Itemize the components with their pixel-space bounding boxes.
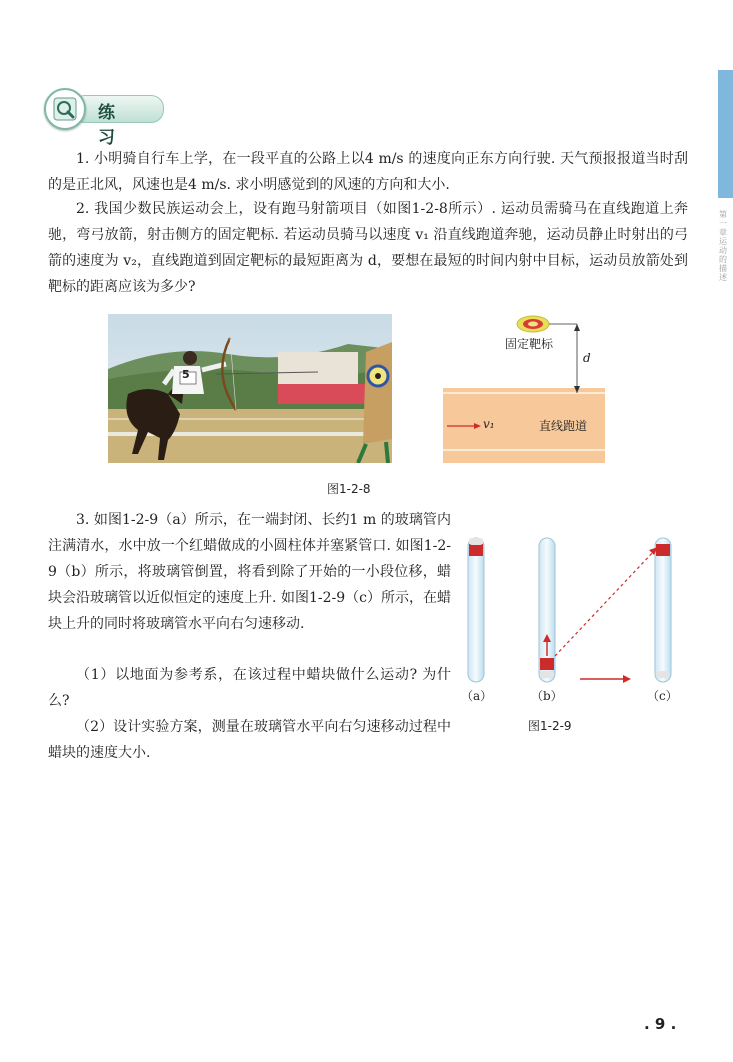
problem-3-question-2: （2）设计实验方案，测量在玻璃管水平向右匀速移动过程中蜡块的速度大小.	[48, 719, 451, 761]
archery-photo	[108, 314, 392, 463]
chapter-side-text: 第一章 运动的描述	[719, 210, 727, 282]
chapter-side-tab	[718, 70, 733, 198]
section-title: 练 习	[98, 103, 125, 148]
distance-label: d	[583, 351, 591, 365]
section-header	[44, 88, 164, 148]
figure-9-caption: 图1-2-9	[528, 719, 572, 733]
figure-8-caption: 图1-2-8	[327, 482, 371, 496]
problem-1: 1. 小明骑自行车上学，在一段平直的公路上以4 m/s 的速度向正东方向行驶. 天气预报报道当时刮的是正北风，风速也是4 m/s. 求小明感觉到的风速的方向和大小.	[48, 151, 688, 193]
track-label: 直线跑道	[539, 419, 588, 433]
speed-label: v₁	[483, 417, 495, 431]
tube-a-label: （a）	[461, 689, 493, 703]
problem-2: 2. 我国少数民族运动会上，设有跑马射箭项目（如图1-2-8所示）. 运动员需骑马在直线跑道上奔驰，弯弓放箭，射击侧方的固定靶标. 若运动员骑马以速度 v₁ 沿直线跑道奔驰，运动员静止时射出的弓箭的速度为 v₂，直线跑道到固定靶标的最短距离为 d，要想在最短的时间内射中目标，运动员放箭处到靶标的距离应该为多少?	[48, 201, 688, 295]
rider-number: 5	[182, 368, 190, 381]
page-number: . 9 .	[644, 1015, 677, 1033]
tube-c-label: （c）	[647, 689, 678, 703]
target-label: 固定靶标	[505, 337, 554, 351]
problem-3: 3. 如图1-2-9（a）所示，在一端封闭、长约1 m 的玻璃管内注满清水，水中放一个红蜡做成的小圆柱体并塞紧管口. 如图1-2-9（b）所示，将玻璃管倒置，将看到除了开始的一小段位移，蜡块会沿玻璃管以近似恒定的速度上升. 如图1-2-9（c）所示，在蜡块上升的同时将玻璃管水平向右匀速移动.	[48, 512, 451, 632]
track-diagram	[443, 313, 605, 463]
glass-tube-figure	[455, 534, 695, 714]
tube-b-label: （b）	[531, 689, 563, 703]
problem-3-question-1: （1）以地面为参考系，在该过程中蜡块做什么运动? 为什么?	[48, 667, 451, 709]
magnifier-icon	[44, 88, 86, 130]
